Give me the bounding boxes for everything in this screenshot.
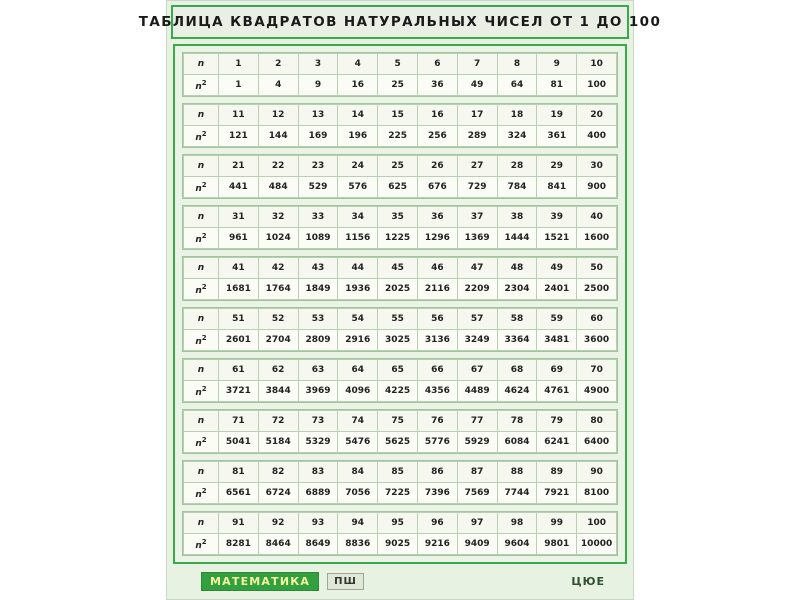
cell-n: 97 xyxy=(457,513,497,534)
cell-n: 8 xyxy=(497,54,537,75)
cell-n-squared: 1369 xyxy=(457,228,497,249)
cell-n: 26 xyxy=(417,156,457,177)
cell-n: 70 xyxy=(577,360,617,381)
cell-n: 94 xyxy=(338,513,378,534)
cell-n: 35 xyxy=(378,207,418,228)
table-row xyxy=(184,513,617,534)
squares-block xyxy=(182,205,618,250)
row-label-n-squared: $n^2$ xyxy=(184,534,219,555)
cell-n-squared: 169 xyxy=(298,126,338,147)
cell-n: 39 xyxy=(537,207,577,228)
poster-title-bar xyxy=(138,5,662,39)
cell-n-squared: 9409 xyxy=(457,534,497,555)
cell-n-squared: 64 xyxy=(497,75,537,96)
squares-table-frame xyxy=(173,44,627,564)
cell-n: 43 xyxy=(298,258,338,279)
cell-n-squared: 121 xyxy=(219,126,259,147)
cell-n: 16 xyxy=(417,105,457,126)
squares-block xyxy=(182,358,618,403)
row-label-n: n xyxy=(184,462,219,483)
cell-n-squared: 6400 xyxy=(577,432,617,453)
table-row xyxy=(184,75,617,96)
table-row xyxy=(184,258,617,279)
cell-n-squared: 49 xyxy=(457,75,497,96)
cell-n-squared: 484 xyxy=(258,177,298,198)
row-label-n-squared: $n^2$ xyxy=(184,75,219,96)
cell-n-squared: 7569 xyxy=(457,483,497,504)
cell-n: 96 xyxy=(417,513,457,534)
row-label-n-squared: $n^2$ xyxy=(184,483,219,504)
squares-table xyxy=(183,53,617,96)
cell-n-squared: 676 xyxy=(417,177,457,198)
cell-n: 1 xyxy=(219,54,259,75)
table-row xyxy=(184,330,617,351)
cell-n: 24 xyxy=(338,156,378,177)
cell-n-squared: 2601 xyxy=(219,330,259,351)
cell-n-squared: 1681 xyxy=(219,279,259,300)
cell-n-squared: 2500 xyxy=(577,279,617,300)
cell-n-squared: 7396 xyxy=(417,483,457,504)
cell-n: 31 xyxy=(219,207,259,228)
cell-n: 61 xyxy=(219,360,259,381)
cell-n: 7 xyxy=(457,54,497,75)
cell-n: 65 xyxy=(378,360,418,381)
cell-n: 91 xyxy=(219,513,259,534)
cell-n: 69 xyxy=(537,360,577,381)
cell-n: 81 xyxy=(219,462,259,483)
cell-n: 76 xyxy=(417,411,457,432)
cell-n: 44 xyxy=(338,258,378,279)
cell-n: 2 xyxy=(258,54,298,75)
cell-n-squared: 1521 xyxy=(537,228,577,249)
cell-n: 29 xyxy=(537,156,577,177)
cell-n-squared: 1024 xyxy=(258,228,298,249)
cell-n: 58 xyxy=(497,309,537,330)
squares-table xyxy=(183,359,617,402)
cell-n: 3 xyxy=(298,54,338,75)
cell-n-squared: 841 xyxy=(537,177,577,198)
cell-n: 5 xyxy=(378,54,418,75)
squares-table xyxy=(183,410,617,453)
cell-n-squared: 225 xyxy=(378,126,418,147)
cell-n-squared: 2916 xyxy=(338,330,378,351)
cell-n-squared: 6561 xyxy=(219,483,259,504)
cell-n-squared: 9025 xyxy=(378,534,418,555)
cell-n: 47 xyxy=(457,258,497,279)
cell-n-squared: 1225 xyxy=(378,228,418,249)
cell-n-squared: 6724 xyxy=(258,483,298,504)
cell-n-squared: 4489 xyxy=(457,381,497,402)
cell-n-squared: 6241 xyxy=(537,432,577,453)
cell-n-squared: 2304 xyxy=(497,279,537,300)
table-row xyxy=(184,105,617,126)
cell-n: 72 xyxy=(258,411,298,432)
squares-block xyxy=(182,511,618,556)
table-row xyxy=(184,309,617,330)
cell-n: 51 xyxy=(219,309,259,330)
cell-n-squared: 625 xyxy=(378,177,418,198)
cell-n: 62 xyxy=(258,360,298,381)
cell-n: 98 xyxy=(497,513,537,534)
cell-n: 11 xyxy=(219,105,259,126)
cell-n: 46 xyxy=(417,258,457,279)
cell-n: 10 xyxy=(577,54,617,75)
cell-n: 67 xyxy=(457,360,497,381)
cell-n-squared: 3844 xyxy=(258,381,298,402)
cell-n-squared: 3025 xyxy=(378,330,418,351)
row-label-n-squared: $n^2$ xyxy=(184,177,219,198)
table-row xyxy=(184,534,617,555)
cell-n-squared: 2116 xyxy=(417,279,457,300)
cell-n-squared: 2704 xyxy=(258,330,298,351)
squares-table xyxy=(183,461,617,504)
cell-n: 25 xyxy=(378,156,418,177)
cell-n: 9 xyxy=(537,54,577,75)
cell-n-squared: 289 xyxy=(457,126,497,147)
cell-n-squared: 400 xyxy=(577,126,617,147)
cell-n: 75 xyxy=(378,411,418,432)
table-row xyxy=(184,228,617,249)
cell-n: 23 xyxy=(298,156,338,177)
cell-n-squared: 8100 xyxy=(577,483,617,504)
cell-n: 37 xyxy=(457,207,497,228)
cell-n: 80 xyxy=(577,411,617,432)
cell-n: 87 xyxy=(457,462,497,483)
cell-n-squared: 256 xyxy=(417,126,457,147)
cell-n: 13 xyxy=(298,105,338,126)
row-label-n-squared: $n^2$ xyxy=(184,432,219,453)
squares-block xyxy=(182,256,618,301)
cell-n: 6 xyxy=(417,54,457,75)
cell-n-squared: 1936 xyxy=(338,279,378,300)
cell-n-squared: 81 xyxy=(537,75,577,96)
cell-n-squared: 144 xyxy=(258,126,298,147)
cell-n: 33 xyxy=(298,207,338,228)
cell-n: 38 xyxy=(497,207,537,228)
cell-n: 22 xyxy=(258,156,298,177)
cell-n-squared: 7225 xyxy=(378,483,418,504)
table-row xyxy=(184,207,617,228)
cell-n-squared: 4225 xyxy=(378,381,418,402)
cell-n-squared: 3969 xyxy=(298,381,338,402)
cell-n-squared: 2809 xyxy=(298,330,338,351)
squares-block xyxy=(182,409,618,454)
cell-n: 90 xyxy=(577,462,617,483)
squares-block xyxy=(182,307,618,352)
row-label-n: n xyxy=(184,105,219,126)
cell-n-squared: 7744 xyxy=(497,483,537,504)
table-row xyxy=(184,411,617,432)
cell-n-squared: 3481 xyxy=(537,330,577,351)
cell-n: 52 xyxy=(258,309,298,330)
cell-n: 63 xyxy=(298,360,338,381)
cell-n-squared: 1444 xyxy=(497,228,537,249)
cell-n: 14 xyxy=(338,105,378,126)
cell-n-squared: 25 xyxy=(378,75,418,96)
cell-n: 100 xyxy=(577,513,617,534)
cell-n-squared: 1156 xyxy=(338,228,378,249)
cell-n: 73 xyxy=(298,411,338,432)
cell-n-squared: 576 xyxy=(338,177,378,198)
cell-n-squared: 5776 xyxy=(417,432,457,453)
cell-n-squared: 2401 xyxy=(537,279,577,300)
cell-n-squared: 5041 xyxy=(219,432,259,453)
cell-n: 21 xyxy=(219,156,259,177)
row-label-n: n xyxy=(184,207,219,228)
cell-n-squared: 1849 xyxy=(298,279,338,300)
cell-n-squared: 3364 xyxy=(497,330,537,351)
footer-subject-label: МАТЕМАТИКА xyxy=(201,572,319,591)
cell-n: 54 xyxy=(338,309,378,330)
row-label-n-squared: $n^2$ xyxy=(184,330,219,351)
table-row xyxy=(184,54,617,75)
table-row xyxy=(184,462,617,483)
cell-n: 28 xyxy=(497,156,537,177)
squares-table xyxy=(183,104,617,147)
cell-n: 79 xyxy=(537,411,577,432)
cell-n: 17 xyxy=(457,105,497,126)
page-title: ТАБЛИЦА КВАДРАТОВ НАТУРАЛЬНЫХ ЧИСЕЛ ОТ 1 ДО 100 xyxy=(138,14,662,30)
cell-n-squared: 441 xyxy=(219,177,259,198)
row-label-n: n xyxy=(184,54,219,75)
cell-n: 74 xyxy=(338,411,378,432)
table-row xyxy=(184,279,617,300)
row-label-n-squared: $n^2$ xyxy=(184,126,219,147)
cell-n: 45 xyxy=(378,258,418,279)
table-row xyxy=(184,156,617,177)
cell-n-squared: 8281 xyxy=(219,534,259,555)
cell-n-squared: 3136 xyxy=(417,330,457,351)
cell-n: 27 xyxy=(457,156,497,177)
cell-n: 93 xyxy=(298,513,338,534)
cell-n: 36 xyxy=(417,207,457,228)
cell-n: 55 xyxy=(378,309,418,330)
cell-n-squared: 9 xyxy=(298,75,338,96)
cell-n: 48 xyxy=(497,258,537,279)
cell-n: 20 xyxy=(577,105,617,126)
cell-n-squared: 4096 xyxy=(338,381,378,402)
squares-block xyxy=(182,460,618,505)
cell-n-squared: 3721 xyxy=(219,381,259,402)
cell-n-squared: 8464 xyxy=(258,534,298,555)
cell-n: 64 xyxy=(338,360,378,381)
poster xyxy=(138,0,662,600)
cell-n: 95 xyxy=(378,513,418,534)
squares-block xyxy=(182,154,618,199)
cell-n: 15 xyxy=(378,105,418,126)
cell-n-squared: 8836 xyxy=(338,534,378,555)
cell-n-squared: 4 xyxy=(258,75,298,96)
cell-n: 59 xyxy=(537,309,577,330)
row-label-n: n xyxy=(184,360,219,381)
cell-n-squared: 16 xyxy=(338,75,378,96)
row-label-n-squared: $n^2$ xyxy=(184,381,219,402)
cell-n-squared: 1089 xyxy=(298,228,338,249)
cell-n-squared: 2025 xyxy=(378,279,418,300)
cell-n: 68 xyxy=(497,360,537,381)
cell-n: 89 xyxy=(537,462,577,483)
cell-n-squared: 36 xyxy=(417,75,457,96)
cell-n: 71 xyxy=(219,411,259,432)
cell-n: 57 xyxy=(457,309,497,330)
cell-n: 49 xyxy=(537,258,577,279)
row-label-n: n xyxy=(184,156,219,177)
cell-n-squared: 100 xyxy=(577,75,617,96)
cell-n: 12 xyxy=(258,105,298,126)
cell-n-squared: 9801 xyxy=(537,534,577,555)
cell-n-squared: 9216 xyxy=(417,534,457,555)
cell-n-squared: 10000 xyxy=(577,534,617,555)
cell-n: 4 xyxy=(338,54,378,75)
row-label-n: n xyxy=(184,258,219,279)
table-row xyxy=(184,432,617,453)
cell-n: 88 xyxy=(497,462,537,483)
cell-n-squared: 8649 xyxy=(298,534,338,555)
cell-n-squared: 324 xyxy=(497,126,537,147)
cell-n: 78 xyxy=(497,411,537,432)
cell-n: 53 xyxy=(298,309,338,330)
squares-table xyxy=(183,512,617,555)
footer-publisher-badge: ПШ xyxy=(327,573,364,590)
cell-n-squared: 4356 xyxy=(417,381,457,402)
cell-n-squared: 5625 xyxy=(378,432,418,453)
cell-n: 32 xyxy=(258,207,298,228)
table-row xyxy=(184,360,617,381)
cell-n-squared: 196 xyxy=(338,126,378,147)
squares-table xyxy=(183,206,617,249)
squares-table xyxy=(183,155,617,198)
cell-n-squared: 1296 xyxy=(417,228,457,249)
table-row xyxy=(184,381,617,402)
cell-n-squared: 1 xyxy=(219,75,259,96)
cell-n: 77 xyxy=(457,411,497,432)
squares-block xyxy=(182,52,618,97)
cell-n-squared: 1600 xyxy=(577,228,617,249)
squares-table xyxy=(183,257,617,300)
cell-n: 86 xyxy=(417,462,457,483)
cell-n-squared: 529 xyxy=(298,177,338,198)
cell-n: 56 xyxy=(417,309,457,330)
row-label-n: n xyxy=(184,513,219,534)
cell-n: 99 xyxy=(537,513,577,534)
cell-n-squared: 3600 xyxy=(577,330,617,351)
squares-block xyxy=(182,103,618,148)
row-label-n-squared: $n^2$ xyxy=(184,279,219,300)
row-label-n: n xyxy=(184,309,219,330)
cell-n: 34 xyxy=(338,207,378,228)
table-row xyxy=(184,177,617,198)
cell-n: 85 xyxy=(378,462,418,483)
cell-n-squared: 1764 xyxy=(258,279,298,300)
cell-n-squared: 7056 xyxy=(338,483,378,504)
cell-n-squared: 729 xyxy=(457,177,497,198)
cell-n-squared: 5184 xyxy=(258,432,298,453)
cell-n-squared: 900 xyxy=(577,177,617,198)
cell-n-squared: 4761 xyxy=(537,381,577,402)
cell-n: 50 xyxy=(577,258,617,279)
cell-n-squared: 5929 xyxy=(457,432,497,453)
poster-footer xyxy=(173,568,627,594)
cell-n-squared: 4900 xyxy=(577,381,617,402)
cell-n-squared: 6084 xyxy=(497,432,537,453)
cell-n: 92 xyxy=(258,513,298,534)
cell-n-squared: 3249 xyxy=(457,330,497,351)
cell-n: 19 xyxy=(537,105,577,126)
row-label-n: n xyxy=(184,411,219,432)
squares-table xyxy=(183,308,617,351)
cell-n: 18 xyxy=(497,105,537,126)
cell-n-squared: 961 xyxy=(219,228,259,249)
cell-n-squared: 7921 xyxy=(537,483,577,504)
cell-n-squared: 361 xyxy=(537,126,577,147)
cell-n-squared: 4624 xyxy=(497,381,537,402)
table-row xyxy=(184,126,617,147)
cell-n: 40 xyxy=(577,207,617,228)
table-row xyxy=(184,483,617,504)
cell-n: 83 xyxy=(298,462,338,483)
cell-n: 41 xyxy=(219,258,259,279)
cell-n: 66 xyxy=(417,360,457,381)
cell-n: 84 xyxy=(338,462,378,483)
cell-n-squared: 6889 xyxy=(298,483,338,504)
cell-n: 42 xyxy=(258,258,298,279)
cell-n: 60 xyxy=(577,309,617,330)
cell-n-squared: 784 xyxy=(497,177,537,198)
cell-n-squared: 5329 xyxy=(298,432,338,453)
row-label-n-squared: $n^2$ xyxy=(184,228,219,249)
cell-n-squared: 9604 xyxy=(497,534,537,555)
footer-right-label: ЦЮЕ xyxy=(571,574,605,588)
cell-n-squared: 5476 xyxy=(338,432,378,453)
cell-n: 82 xyxy=(258,462,298,483)
cell-n-squared: 2209 xyxy=(457,279,497,300)
cell-n: 30 xyxy=(577,156,617,177)
